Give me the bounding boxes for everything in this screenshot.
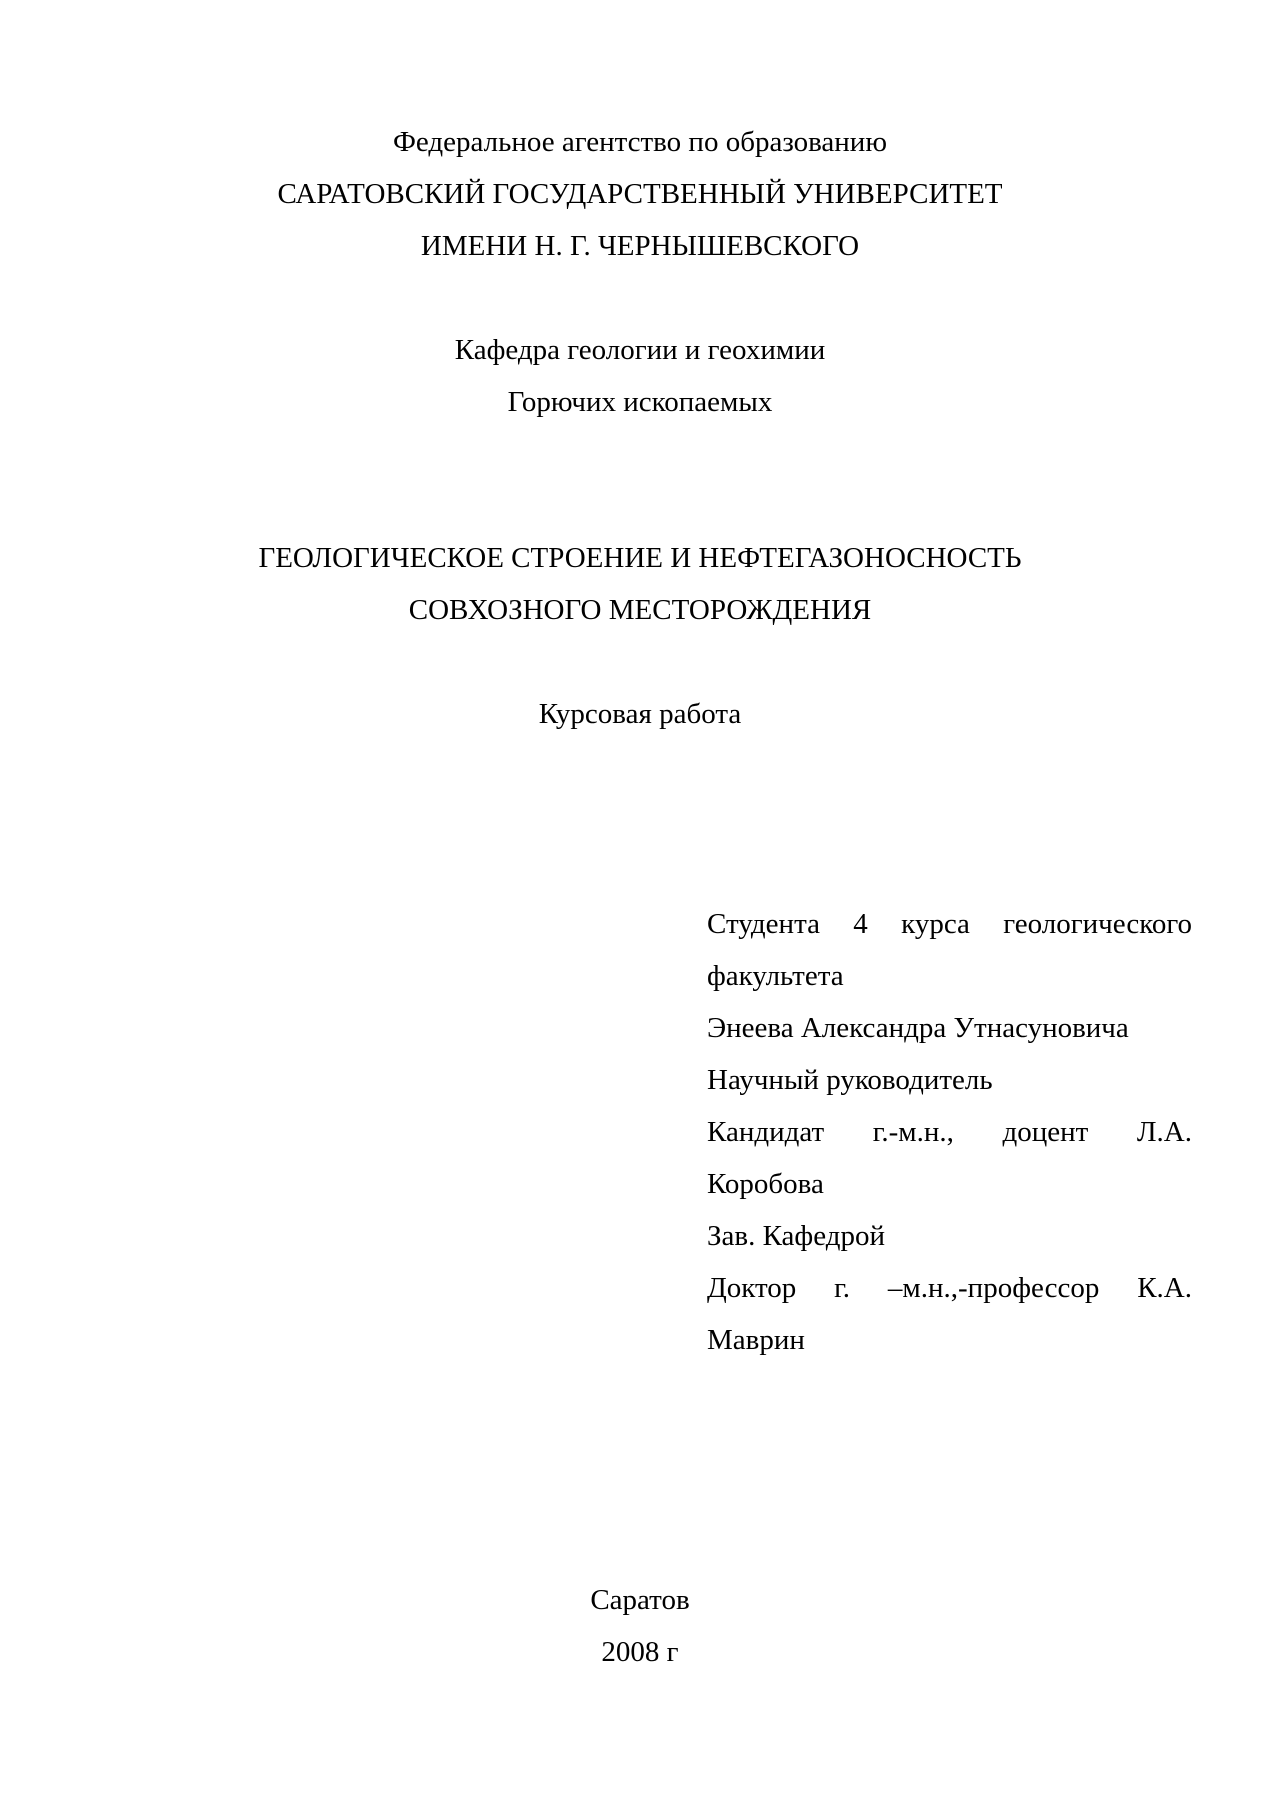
student-line2: факультета	[707, 960, 844, 992]
university-name-line2: ИМЕНИ Н. Г. ЧЕРНЫШЕВСКОГО	[420, 230, 860, 262]
advisor-line1: Кандидат г.-м.н., доцент Л.А.	[707, 1116, 1192, 1148]
work-title-line2: СОВХОЗНОГО МЕСТОРОЖДЕНИЯ	[408, 594, 872, 626]
work-title-line1: ГЕОЛОГИЧЕСКОЕ СТРОЕНИЕ И НЕФТЕГАЗОНОСНОСТЬ	[258, 542, 1022, 574]
department-name-line1: Кафедра геологии и геохимии	[454, 334, 826, 366]
work-type: Курсовая работа	[538, 698, 742, 730]
year: 2008 г	[601, 1636, 679, 1668]
head-line1: Доктор г. –м.н.,-профессор К.А.	[707, 1272, 1192, 1304]
advisor-label: Научный руководитель	[707, 1064, 993, 1096]
student-name: Энеева Александра Утнасуновича	[707, 1012, 1129, 1044]
agency-name: Федеральное агентство по образованию	[392, 126, 887, 158]
city: Саратов	[590, 1584, 690, 1616]
head-label: Зав. Кафедрой	[707, 1220, 885, 1252]
department-name-line2: Горючих ископаемых	[507, 386, 773, 418]
student-line1: Студента 4 курса геологического	[707, 908, 1192, 940]
advisor-line2: Коробова	[707, 1168, 824, 1200]
head-line2: Маврин	[707, 1324, 805, 1356]
university-name-line1: САРАТОВСКИЙ ГОСУДАРСТВЕННЫЙ УНИВЕРСИТЕТ	[277, 178, 1003, 210]
authors-block	[707, 898, 1192, 1366]
